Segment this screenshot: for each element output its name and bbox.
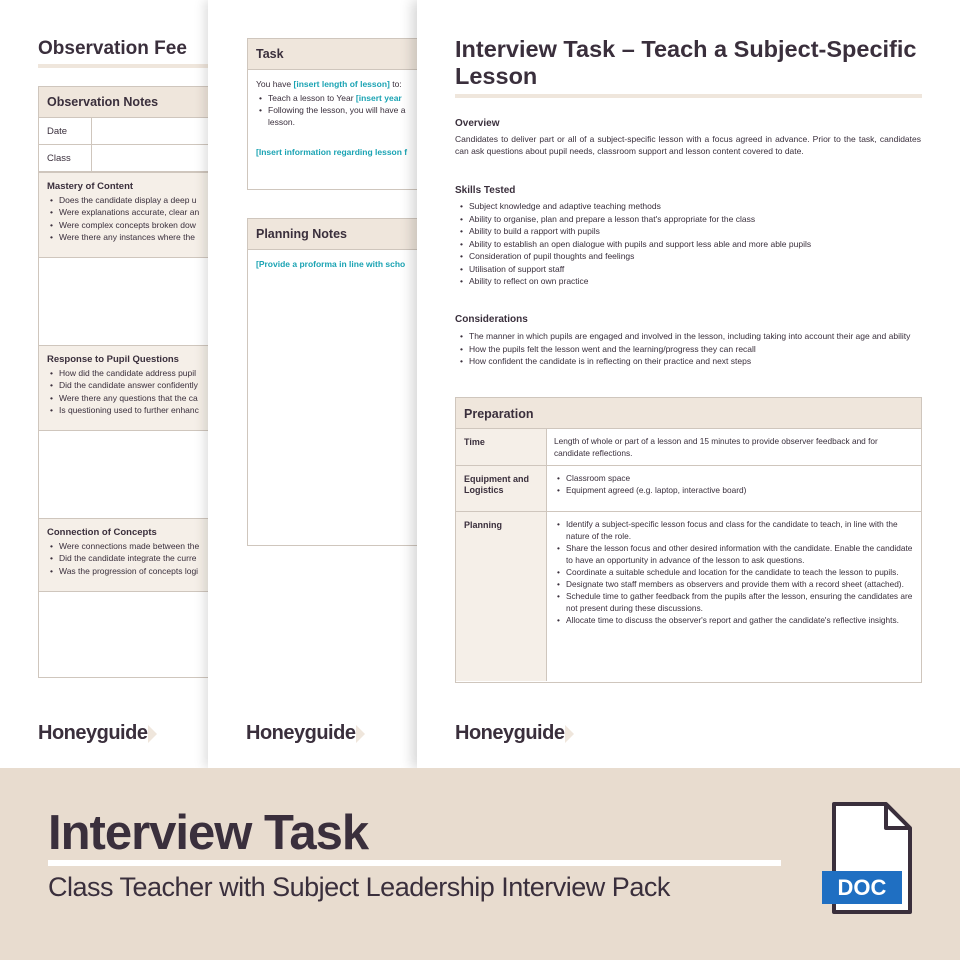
planning-row bbox=[456, 512, 921, 681]
list-item: • How did the candidate address pupil bbox=[59, 367, 210, 379]
section-connection bbox=[39, 518, 210, 592]
list-item bbox=[268, 104, 422, 128]
considerations-list bbox=[455, 330, 935, 368]
list-item: • How confident the candidate is in reflecting on their practice and next steps bbox=[469, 355, 935, 368]
list-item: • Did the candidate integrate the curre bbox=[59, 552, 210, 564]
list-item bbox=[268, 92, 422, 104]
planning-notes-box bbox=[247, 218, 422, 546]
logo-chevron-icon bbox=[356, 725, 365, 743]
list-item: • Allocate time to discuss the observer's report and gather the candidate's reflective insights. bbox=[566, 614, 913, 626]
list-item: • Schedule time to gather feedback from the pupils after the lesson, ensuring the candidates are not present during these discussions. bbox=[566, 590, 913, 614]
time-row bbox=[456, 429, 921, 466]
task-box bbox=[247, 38, 422, 190]
lesson-info-placeholder: [Insert information regarding lesson f bbox=[256, 147, 408, 157]
list-item: • Ability to reflect on own practice bbox=[469, 275, 935, 288]
logo-text: Honeyguide bbox=[455, 722, 565, 744]
honeyguide-logo bbox=[246, 722, 365, 745]
list-item: • Is questioning used to further enhanc bbox=[59, 404, 210, 416]
planning-header-label: Planning Notes bbox=[256, 227, 347, 241]
doc-file-badge: DOC bbox=[822, 871, 902, 904]
planning-list bbox=[554, 518, 913, 626]
section-heading: Response to Pupil Questions bbox=[47, 354, 179, 365]
preparation-table bbox=[455, 397, 922, 683]
preparation-header bbox=[456, 398, 921, 429]
logo-chevron-icon bbox=[565, 725, 574, 743]
list-item: • Were explanations accurate, clear an bbox=[59, 206, 210, 218]
list-item: • Ability to establish an open dialogue with pupils and support less able and more able pupils bbox=[469, 238, 935, 251]
banner-underline bbox=[48, 860, 781, 866]
skills-list bbox=[455, 200, 935, 288]
list-item: • How the pupils felt the lesson went and the learning/progress they can recall bbox=[469, 343, 935, 356]
interview-task-page bbox=[417, 0, 960, 768]
list-item: • Were there any questions that the ca bbox=[59, 392, 210, 404]
banner-subtitle: Class Teacher with Subject Leadership Interview Pack bbox=[48, 872, 670, 902]
equipment-row bbox=[456, 466, 921, 512]
honeyguide-logo bbox=[38, 722, 157, 745]
equipment-cell bbox=[554, 472, 913, 496]
list-item: • Were complex concepts broken dow bbox=[59, 219, 210, 231]
task-header-label: Task bbox=[256, 47, 284, 61]
cell-divider bbox=[91, 118, 92, 144]
task-header bbox=[248, 39, 422, 70]
overview-text: Candidates to deliver part or all of a subject-specific lesson with a focus agreed in advance. Prior to the task, candidates can ask questions about pupil needs, classroom support and lesson content covered to date. bbox=[455, 134, 921, 157]
task-intro bbox=[256, 78, 422, 90]
task-item-text: lesson. bbox=[268, 117, 295, 127]
row-label: Time bbox=[464, 437, 485, 447]
proforma-placeholder: [Provide a proforma in line with scho bbox=[256, 259, 406, 269]
section-heading: Connection of Concepts bbox=[47, 527, 157, 538]
task-page bbox=[208, 0, 422, 768]
title-underline bbox=[38, 64, 210, 68]
section-list bbox=[39, 540, 210, 577]
logo-chevron-icon bbox=[148, 725, 157, 743]
row-label-cell bbox=[456, 512, 547, 681]
task-item-text: Following the lesson, you will have a bbox=[268, 105, 406, 115]
row-label-cell bbox=[456, 429, 547, 465]
list-item: • Ability to organise, plan and prepare a lesson that's appropriate for the class bbox=[469, 213, 935, 226]
list-item: • Did the candidate answer confidently bbox=[59, 379, 210, 391]
observation-notes-table bbox=[38, 86, 210, 678]
list-item: • Were there any instances where the bbox=[59, 231, 210, 243]
planning-header bbox=[248, 219, 422, 250]
task-intro-end: to: bbox=[389, 79, 402, 89]
list-item: • Subject knowledge and adaptive teaching methods bbox=[469, 200, 935, 213]
overview-heading: Overview bbox=[455, 118, 500, 129]
section-list bbox=[39, 194, 210, 243]
date-label: Date bbox=[47, 126, 68, 137]
preparation-header-label: Preparation bbox=[464, 407, 534, 421]
list-item: • Consideration of pupil thoughts and feelings bbox=[469, 250, 935, 263]
considerations-heading: Considerations bbox=[455, 314, 528, 325]
observation-feedback-page bbox=[0, 0, 210, 768]
list-item: • Coordinate a suitable schedule and location for the candidate to teach the lesson to pupils. bbox=[566, 566, 913, 578]
list-item: • The manner in which pupils are engaged and involved in the lesson, including taking into account their age and ability bbox=[469, 330, 935, 343]
row-label-cell bbox=[456, 466, 547, 511]
logo-text: Honeyguide bbox=[38, 722, 148, 744]
list-item: • Does the candidate display a deep u bbox=[59, 194, 210, 206]
planning-cell bbox=[554, 518, 913, 626]
list-item: • Were connections made between the bbox=[59, 540, 210, 552]
task-body bbox=[248, 70, 422, 166]
class-label: Class bbox=[47, 153, 71, 164]
page-title: Observation Fee bbox=[38, 38, 187, 59]
placeholder-lesson-length: [insert length of lesson] bbox=[293, 79, 390, 89]
equipment-list bbox=[554, 472, 913, 496]
table-header-label: Observation Notes bbox=[47, 95, 159, 109]
row-label: Equipment and Logistics bbox=[464, 474, 529, 495]
skills-heading: Skills Tested bbox=[455, 185, 516, 196]
section-mastery bbox=[39, 172, 210, 258]
title-underline bbox=[455, 94, 922, 98]
list-item: • Identify a subject-specific lesson focus and class for the candidate to teach, in line with the nature of the role. bbox=[566, 518, 913, 542]
table-header bbox=[39, 87, 210, 118]
section-heading: Mastery of Content bbox=[47, 181, 134, 192]
list-item: • Utilisation of support staff bbox=[469, 263, 935, 276]
task-item-text: Teach a lesson to Year bbox=[268, 93, 356, 103]
list-item: • Was the progression of concepts logi bbox=[59, 565, 210, 577]
placeholder-year: [insert year bbox=[355, 93, 402, 103]
list-item: • Designate two staff members as observers and provide them with a record sheet (attached). bbox=[566, 578, 913, 590]
cell-divider bbox=[91, 145, 92, 171]
section-list bbox=[39, 367, 210, 416]
page-title: Interview Task – Teach a Subject-Specific Lesson bbox=[455, 36, 917, 89]
row-label: Planning bbox=[464, 520, 502, 530]
banner-title: Interview Task bbox=[48, 806, 369, 860]
honeyguide-logo bbox=[455, 722, 574, 745]
planning-body bbox=[248, 250, 422, 278]
time-text: Length of whole or part of a lesson and 15 minutes to provide observer feedback and for candidate reflections. bbox=[554, 436, 878, 458]
list-item: • Ability to build a rapport with pupils bbox=[469, 225, 935, 238]
list-item: • Equipment agreed (e.g. laptop, interactive board) bbox=[566, 484, 913, 496]
list-item: • Classroom space bbox=[566, 472, 913, 484]
task-list bbox=[256, 92, 422, 128]
list-item: • Share the lesson focus and other desired information with the candidate. Enable the candidate to have an opportunity in advance of the lesson to ask questions. bbox=[566, 542, 913, 566]
date-row bbox=[39, 118, 210, 145]
logo-text: Honeyguide bbox=[246, 722, 356, 744]
class-row bbox=[39, 145, 210, 172]
task-intro-text: You have bbox=[256, 79, 294, 89]
section-response bbox=[39, 345, 210, 431]
